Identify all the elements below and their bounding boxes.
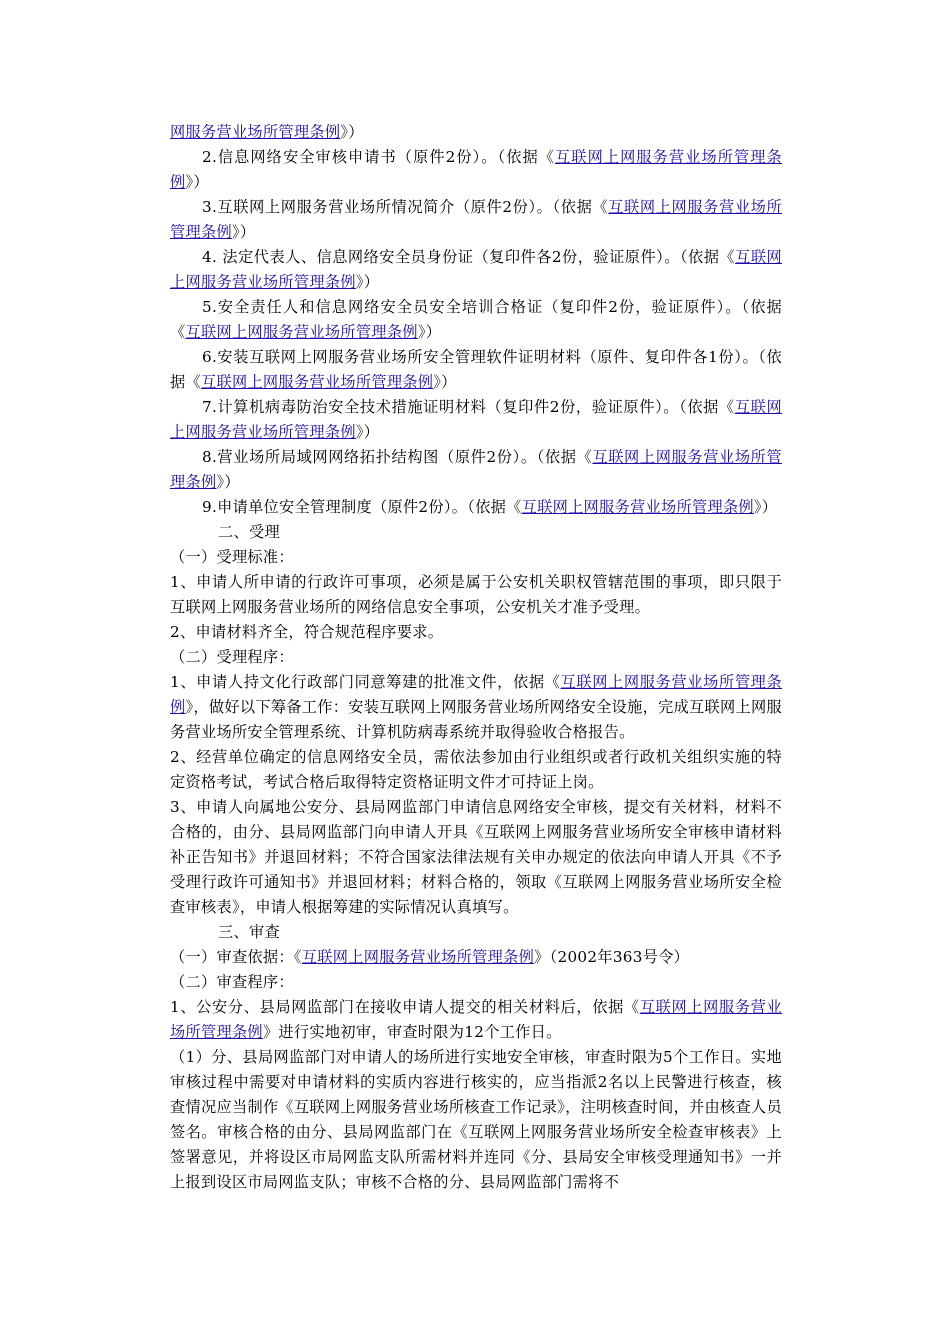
paragraph-text: 6.安装互联网上网服务营业场所安全管理软件证明材料（原件、复印件各1份）。（依据《 (170, 348, 782, 391)
paragraph (170, 945, 782, 970)
paragraph (170, 120, 782, 145)
paragraph-text: 3.互联网上网服务营业场所情况简介（原件2份）。（依据《 (202, 198, 609, 216)
regulation-link[interactable]: 互联网上网服务营业场所管理条例 (185, 323, 418, 341)
document-body (170, 120, 782, 1195)
regulation-link[interactable]: 网服务营业场所管理条例 (170, 123, 341, 141)
paragraph (170, 345, 782, 395)
regulation-link[interactable]: 互联网上网服务营业场所管理条例 (170, 448, 782, 491)
paragraph-text: 二、受理 (218, 523, 280, 541)
regulation-link[interactable]: 互联网上网服务营业场所管理条例 (170, 198, 782, 241)
regulation-link[interactable]: 互联网上网服务营业场所管理条例 (200, 373, 434, 391)
paragraph-text: 4. 法定代表人、信息网络安全员身份证（复印件各2份，验证原件）。（依据《 (202, 248, 736, 266)
regulation-link[interactable]: 互联网上网服务营业场所管理条例 (170, 248, 782, 291)
paragraph-text: 5.安全责任人和信息网络安全员安全培训合格证（复印件2份，验证原件）。（依据《 (170, 298, 782, 341)
paragraph-text: 》） (216, 473, 240, 491)
paragraph (170, 745, 782, 795)
paragraph-text: 2、经营单位确定的信息网络安全员，需依法参加由行业组织或者行政机关组织实施的特定资格考试，考试合格后取得特定资格证明文件才可持证上岗。 (170, 748, 782, 791)
paragraph-text: （二）受理程序： (170, 648, 294, 666)
paragraph-text: 》，做好以下筹备工作：安装互联网上网服务营业场所网络安全设施，完成互联网上网服务营业场所安全管理系统、计算机防病毒系统并取得验收合格报告。 (170, 698, 782, 741)
paragraph (170, 295, 782, 345)
paragraph-text: 2、申请材料齐全，符合规范程序要求。 (170, 623, 444, 641)
regulation-link[interactable]: 互联网上网服务营业场所管理条例 (170, 998, 782, 1041)
regulation-link[interactable]: 互联网上网服务营业场所管理条例 (301, 948, 535, 966)
regulation-link[interactable]: 互联网上网服务营业场所管理条例 (170, 148, 782, 191)
paragraph-text: （1）分、县局网监部门对申请人的场所进行实地安全审核，审查时限为5个工作日。实地审核过程中需要对申请材料的实质内容进行核实的，应当指派2名以上民警进行核查，核查情况应当制作《互联网上网服务营业场所核查工作记录》，注明核查时间，并由核查人员签名。审核合格的由分、县局网监部门在《互联网上网服务营业场所安全检查审核表》上签署意见，并将设区市局网监支队所需材料并连同《分、县局安全审核受理通知书》一并上报到设区市局网监支队；审核不合格的分、县局网监部门需将不 (170, 1048, 782, 1191)
paragraph (170, 995, 782, 1045)
paragraph-text: 》（2002年363号令） (534, 948, 690, 966)
paragraph (170, 1045, 782, 1195)
paragraph (170, 445, 782, 495)
paragraph (170, 670, 782, 745)
paragraph (170, 795, 782, 920)
paragraph (170, 395, 782, 445)
paragraph-text: 》） (753, 498, 778, 516)
paragraph (170, 520, 782, 545)
paragraph (170, 645, 782, 670)
paragraph (170, 570, 782, 620)
paragraph-text: 》） (355, 423, 380, 441)
paragraph-text: 》） (185, 173, 209, 191)
paragraph (170, 145, 782, 195)
paragraph-text: 》） (340, 123, 364, 141)
paragraph-text: 8.营业场所局域网网络拓扑结构图（原件2份）。（依据《 (202, 448, 593, 466)
paragraph (170, 920, 782, 945)
regulation-link[interactable]: 互联网上网服务营业场所管理条例 (170, 398, 782, 441)
paragraph (170, 195, 782, 245)
paragraph-text: 三、审查 (218, 923, 280, 941)
paragraph-text: 1、申请人持文化行政部门同意筹建的批准文件，依据《 (170, 673, 561, 691)
paragraph (170, 245, 782, 295)
paragraph (170, 545, 782, 570)
paragraph-text: 1、申请人所申请的行政许可事项，必须是属于公安机关职权管辖范围的事项，即只限于互联网上网服务营业场所的网络信息安全事项，公安机关才准予受理。 (170, 573, 782, 616)
paragraph-text: 》） (355, 273, 380, 291)
paragraph-text: 1、公安分、县局网监部门在接收申请人提交的相关材料后，依据《 (170, 998, 640, 1016)
paragraph-text: （一）审查依据：《 (170, 948, 302, 966)
paragraph-text: （一）受理标准： (170, 548, 294, 566)
paragraph-text: 》） (433, 373, 457, 391)
paragraph-text: 9.申请单位安全管理制度（原件2份）。（依据《 (202, 498, 522, 516)
paragraph-text: 7.计算机病毒防治安全技术措施证明材料（复印件2份，验证原件）。（依据《 (202, 398, 735, 416)
paragraph (170, 970, 782, 995)
regulation-link[interactable]: 互联网上网服务营业场所管理条例 (170, 673, 782, 716)
paragraph-text: （二）审查程序： (170, 973, 294, 991)
paragraph-text: 》） (231, 223, 256, 241)
paragraph-text: 》进行实地初审，审查时限为12个工作日。 (262, 1023, 562, 1041)
paragraph (170, 495, 782, 520)
paragraph-text: 》） (417, 323, 442, 341)
paragraph (170, 620, 782, 645)
paragraph-text: 2.信息网络安全审核申请书（原件2份）。（依据《 (202, 148, 556, 166)
regulation-link[interactable]: 互联网上网服务营业场所管理条例 (521, 498, 754, 516)
paragraph-text: 3、申请人向属地公安分、县局网监部门申请信息网络安全审核，提交有关材料，材料不合格的，由分、县局网监部门向申请人开具《互联网上网服务营业场所安全审核申请材料补正告知书》并退回材料；不符合国家法律法规有关申办规定的依法向申请人开具《不予受理行政许可通知书》并退回材料；材料合格的，领取《互联网上网服务营业场所安全检查审核表》，申请人根据筹建的实际情况认真填写。 (170, 798, 782, 916)
